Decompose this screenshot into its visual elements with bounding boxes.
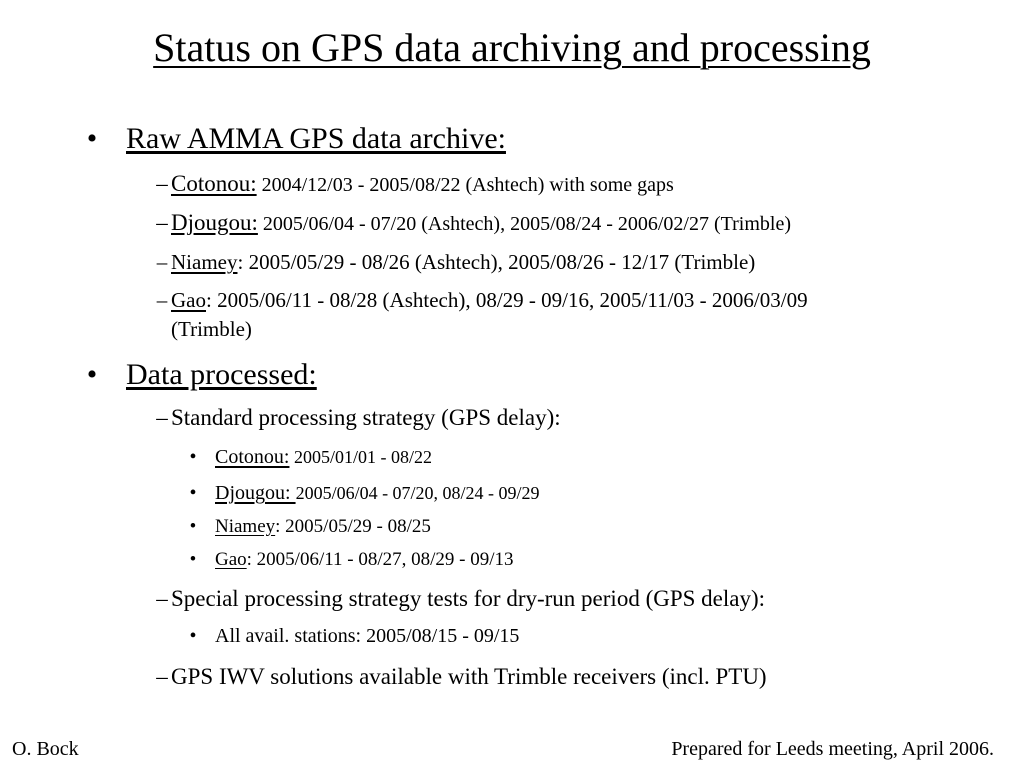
special-processing-label: Special processing strategy tests for dry-run period (GPS delay): [171,586,766,611]
processed-item-cotonou [215,444,432,470]
station-name: Cotonou: [171,171,257,196]
iwv-solutions-label: GPS IWV solutions available with Trimble receivers (incl. PTU) [171,664,767,689]
footer-author: O. Bock [12,738,79,760]
footer-note: Prepared for Leeds meeting, April 2006. [671,738,994,760]
dash-marker: – [156,250,168,274]
section-heading-text: Data processed: [126,358,317,391]
standard-processing-label: Standard processing strategy (GPS delay): [171,405,561,430]
station-name: Niamey [171,250,238,274]
dash-marker: – [156,171,168,196]
dash-marker: – [156,664,168,689]
archive-item-gao-continued: (Trimble) [171,317,252,341]
station-name: Cotonou: [215,446,290,468]
section-heading-text: Raw AMMA GPS data archive: [126,122,506,155]
archive-item-djougou [171,208,791,239]
processed-item-djougou [215,480,540,506]
station-name: Gao [171,288,206,312]
station-dates: : 2005/05/29 - 08/26 (Ashtech), 2005/08/26 - 12/17 (Trimble) [237,250,756,274]
station-name: Djougou: [171,210,258,235]
bullet-marker: • [189,625,197,647]
section-heading-data-processed [126,357,317,393]
station-dates: : 2005/06/11 - 08/28 (Ashtech), 08/29 - 09/16, 2005/11/03 - 2006/03/09 [206,288,808,312]
station-name: Gao [215,549,247,570]
station-name: Niamey [215,516,276,537]
processed-item-niamey [215,514,431,540]
bullet-marker: • [189,516,197,537]
dash-marker: – [156,210,168,235]
bullet-marker: • [189,482,197,504]
dash-marker: – [156,586,168,611]
archive-item-cotonou [171,169,674,200]
station-dates: 2004/12/03 - 2005/08/22 (Ashtech) with some gaps [256,174,674,196]
station-dates: 2005/01/01 - 08/22 [289,447,432,467]
dash-marker: – [156,288,168,312]
station-name: Djougou: [215,482,296,504]
slide-title: Status on GPS data archiving and processing [153,25,871,70]
section-heading-raw-archive [126,121,506,157]
archive-item-gao [171,285,808,315]
processed-item-gao [215,547,514,573]
station-dates: : 2005/06/11 - 08/27, 08/29 - 09/13 [246,549,514,570]
bullet-marker: • [189,549,197,570]
bullet-marker: • [189,446,197,468]
bullet-marker: • [86,358,98,391]
bullet-marker: • [86,122,98,155]
station-dates: : 2005/05/29 - 08/25 [275,516,431,537]
special-item-all-stations: All avail. stations: 2005/08/15 - 09/15 [215,625,520,647]
archive-item-niamey [171,247,755,277]
dash-marker: – [156,405,168,430]
station-dates: 2005/06/04 - 07/20 (Ashtech), 2005/08/24 - 2006/02/27 (Trimble) [257,213,792,235]
station-dates: 2005/06/04 - 07/20, 08/24 - 09/29 [295,483,540,503]
